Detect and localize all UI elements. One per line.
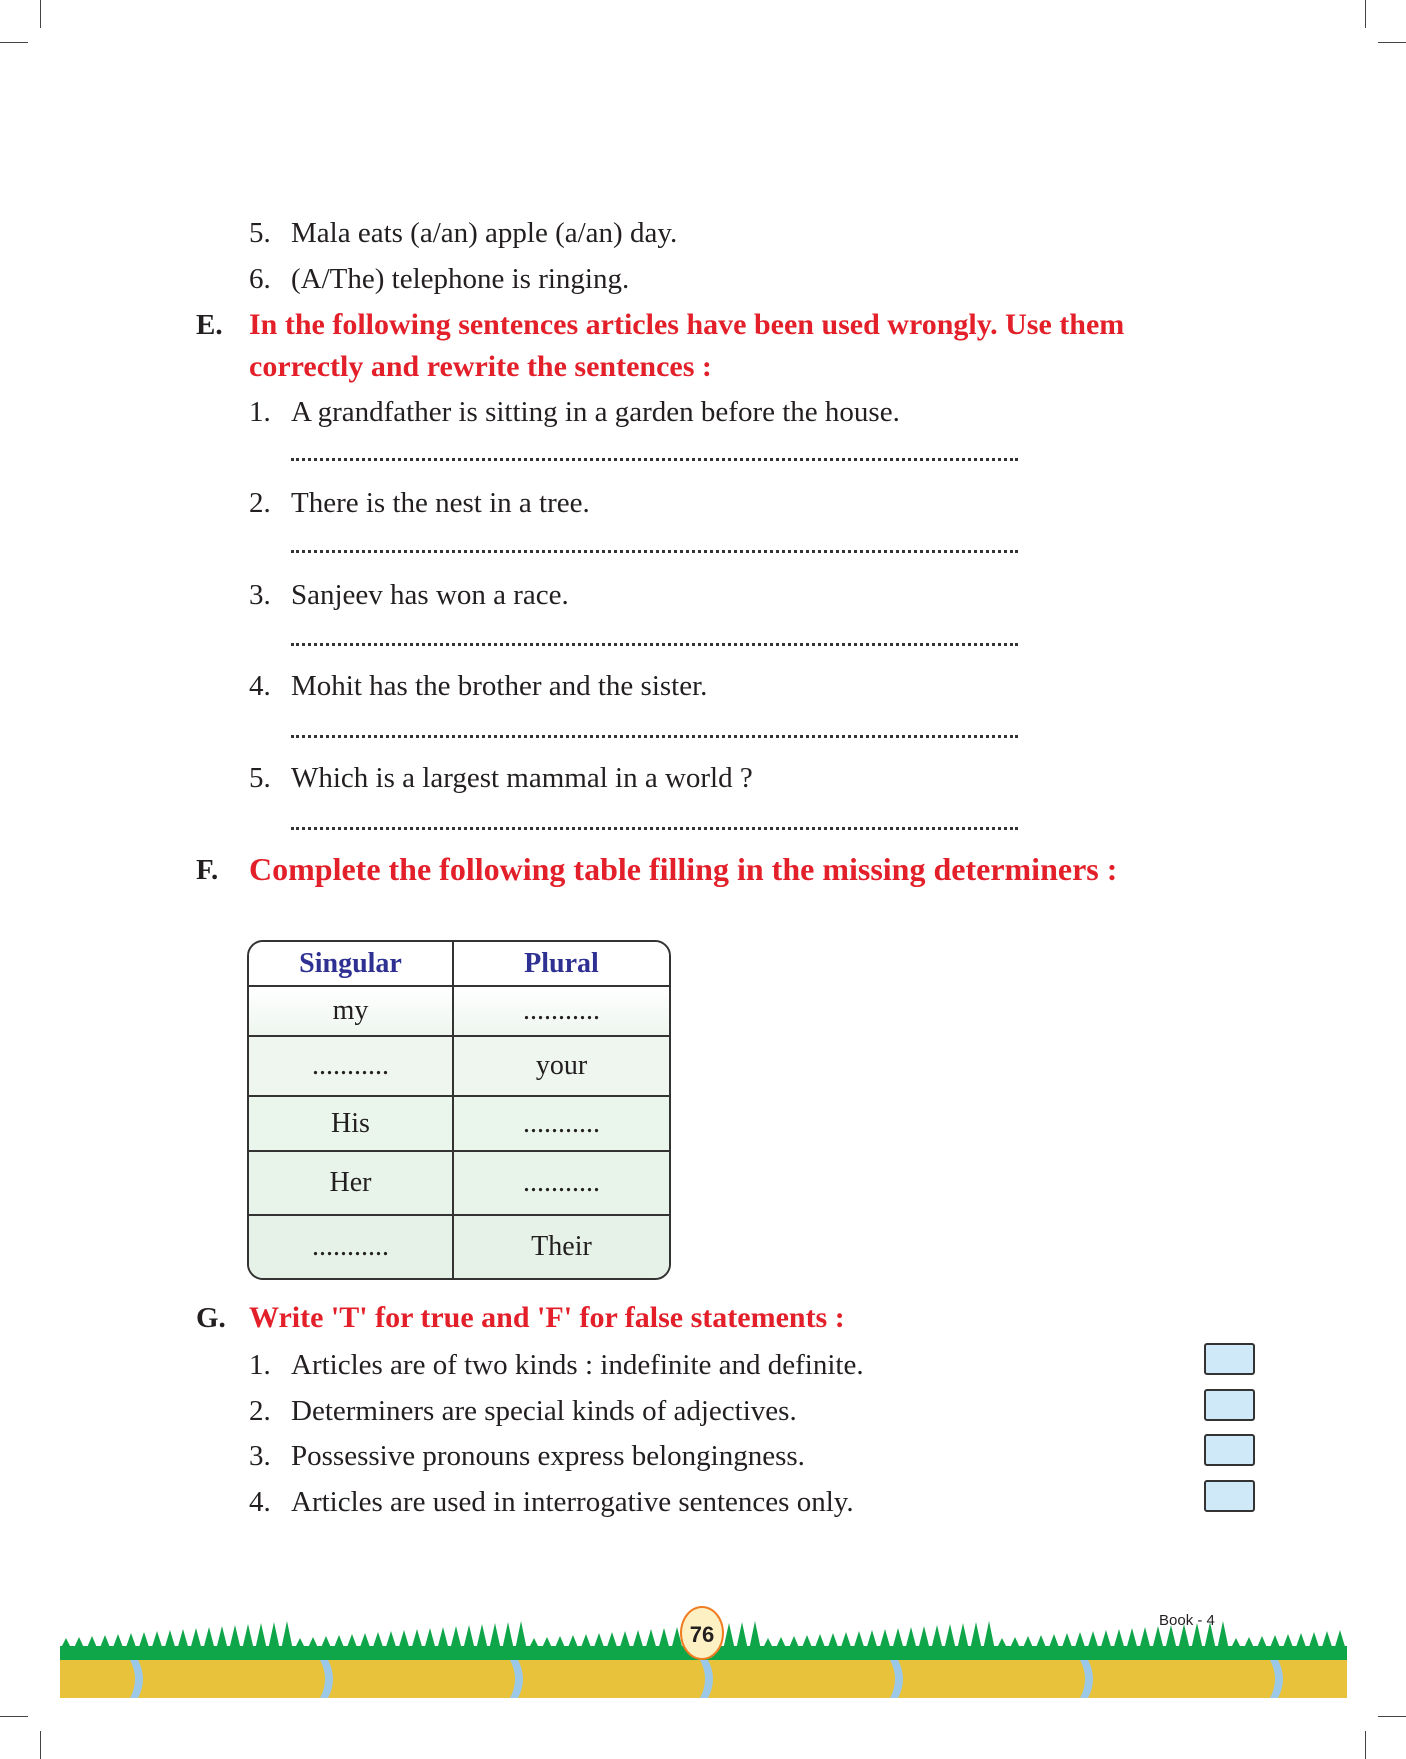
table-row xyxy=(249,987,669,1037)
book-label: Book - 4 xyxy=(1159,1612,1215,1629)
table-row xyxy=(249,1152,669,1216)
river-stripe xyxy=(510,1660,523,1698)
crop-mark xyxy=(0,42,28,43)
road-band-decoration xyxy=(60,1660,1347,1698)
true-false-box[interactable] xyxy=(1204,1389,1255,1421)
table-cell[interactable]: ........... xyxy=(249,1037,454,1097)
item-number: 3. xyxy=(249,1440,271,1472)
true-false-box[interactable] xyxy=(1204,1343,1255,1375)
item-number: 5. xyxy=(249,217,271,249)
table-cell: your xyxy=(454,1037,669,1097)
true-false-box[interactable] xyxy=(1204,1434,1255,1466)
table-cell: Their xyxy=(454,1216,669,1278)
answer-line[interactable] xyxy=(291,550,1018,553)
item-number: 6. xyxy=(249,263,271,295)
table-cell[interactable]: ........... xyxy=(454,987,669,1037)
item-text: (A/The) telephone is ringing. xyxy=(291,263,630,295)
item-number: 5. xyxy=(249,762,271,794)
item-text: Sanjeev has won a race. xyxy=(291,579,569,611)
crop-mark xyxy=(1378,1716,1406,1717)
river-stripe xyxy=(700,1660,713,1698)
item-text: A grandfather is sitting in a garden before the house. xyxy=(291,396,900,428)
answer-line[interactable] xyxy=(291,458,1018,461)
table-cell[interactable]: ........... xyxy=(454,1097,669,1152)
item-number: 2. xyxy=(249,1395,271,1427)
crop-mark xyxy=(1365,1731,1366,1759)
river-stripe xyxy=(1080,1660,1093,1698)
river-stripe xyxy=(130,1660,143,1698)
column-header: Singular xyxy=(249,942,454,987)
item-text: Possessive pronouns express belongingness. xyxy=(291,1440,805,1472)
crop-mark xyxy=(40,1731,41,1759)
crop-mark xyxy=(40,0,41,28)
item-text: Articles are of two kinds : indefinite and definite. xyxy=(291,1349,864,1381)
river-stripe xyxy=(320,1660,333,1698)
item-text: Which is a largest mammal in a world ? xyxy=(291,762,753,794)
table-cell: Her xyxy=(249,1152,454,1216)
table-row xyxy=(249,1037,669,1097)
crop-mark xyxy=(1378,42,1406,43)
answer-line[interactable] xyxy=(291,643,1018,646)
section-letter: E. xyxy=(196,309,223,341)
river-stripe xyxy=(1270,1660,1283,1698)
answer-line[interactable] xyxy=(291,735,1018,738)
item-text: Determiners are special kinds of adjectives. xyxy=(291,1395,797,1427)
crop-mark xyxy=(1365,0,1366,28)
section-letter: F. xyxy=(196,854,219,886)
table-cell[interactable]: ........... xyxy=(249,1216,454,1278)
river-stripe xyxy=(890,1660,903,1698)
determiners-table xyxy=(247,940,671,1280)
item-number: 4. xyxy=(249,1486,271,1518)
true-false-box[interactable] xyxy=(1204,1480,1255,1512)
table-row xyxy=(249,1216,669,1278)
item-text: There is the nest in a tree. xyxy=(291,487,590,519)
column-header: Plural xyxy=(454,942,669,987)
table-cell[interactable]: ........... xyxy=(454,1152,669,1216)
item-number: 3. xyxy=(249,579,271,611)
table-cell: His xyxy=(249,1097,454,1152)
item-text: Mohit has the brother and the sister. xyxy=(291,670,708,702)
item-number: 1. xyxy=(249,1349,271,1381)
item-number: 4. xyxy=(249,670,271,702)
section-letter: G. xyxy=(196,1302,226,1334)
item-text: Articles are used in interrogative sentences only. xyxy=(291,1486,854,1518)
item-number: 1. xyxy=(249,396,271,428)
crop-mark xyxy=(0,1716,28,1717)
table-cell: my xyxy=(249,987,454,1037)
section-heading: Complete the following table filling in the missing determiners : xyxy=(249,851,1118,887)
table-row xyxy=(249,1097,669,1152)
answer-line[interactable] xyxy=(291,827,1018,830)
section-heading: correctly and rewrite the sentences : xyxy=(249,350,712,383)
item-number: 2. xyxy=(249,487,271,519)
section-heading: In the following sentences articles have been used wrongly. Use them xyxy=(249,308,1125,341)
item-text: Mala eats (a/an) apple (a/an) day. xyxy=(291,217,678,249)
page-number: 76 xyxy=(680,1606,724,1660)
section-heading: Write 'T' for true and 'F' for false statements : xyxy=(249,1301,845,1334)
